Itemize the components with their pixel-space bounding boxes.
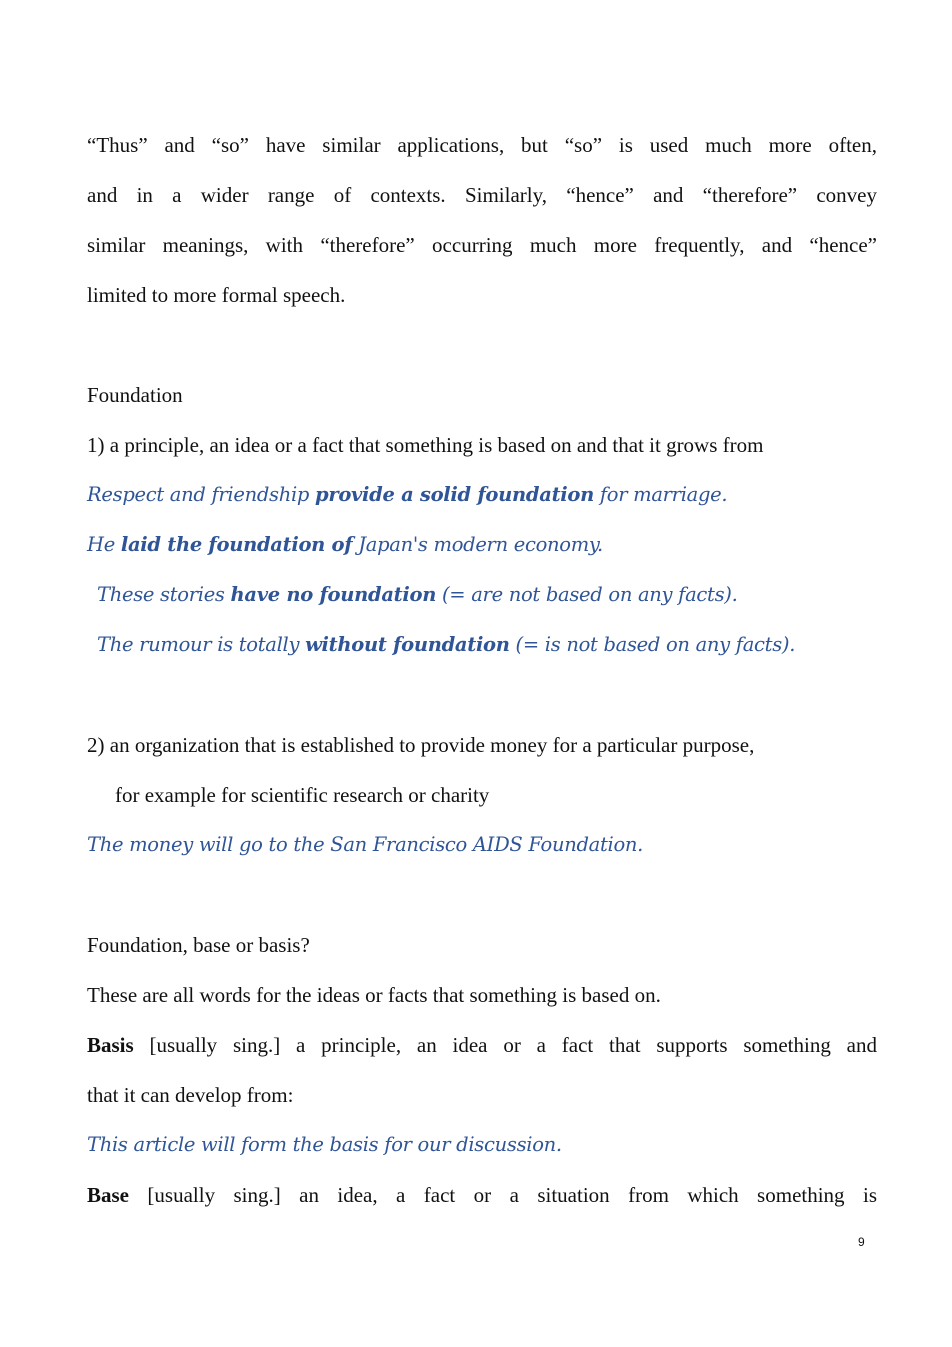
page-number: 9 xyxy=(858,1235,865,1249)
example-sentence xyxy=(87,520,877,570)
example-sentence xyxy=(87,470,877,520)
basis-term: Basis xyxy=(87,1033,134,1057)
example-text: for marriage. xyxy=(593,483,728,506)
example-text: Japan's modern economy. xyxy=(352,533,603,556)
example-text: (= is not based on any facts). xyxy=(509,633,796,656)
foundation-heading: Foundation xyxy=(87,383,183,407)
intro-line-1: “Thus” and “so” have similar applications, but “so” is used much more often, xyxy=(87,133,877,157)
sense-2-definition: 2) an organization that is established to provide money for a particular purpose, xyxy=(87,733,755,757)
example-collocation: provide a solid foundation xyxy=(315,483,594,506)
example-collocation: without foundation xyxy=(305,633,510,656)
intro-line-4: limited to more formal speech. xyxy=(87,283,346,307)
example-sentence: This article will form the basis for our discussion. xyxy=(87,1133,562,1156)
basis-definition-text: [usually sing.] a principle, an idea or a fact that supports something and xyxy=(133,1033,877,1057)
intro-line-3: similar meanings, with “therefore” occurring much more frequently, and “hence” xyxy=(87,233,877,257)
basis-definition-continued: that it can develop from: xyxy=(87,1083,294,1107)
base-definition-text: [usually sing.] an idea, a fact or a situation from which something is xyxy=(129,1183,877,1207)
example-text: (= are not based on any facts). xyxy=(436,583,738,606)
example-text: Respect and friendship xyxy=(87,483,316,506)
sense-1-definition: 1) a principle, an idea or a fact that something is based on and that it grows from xyxy=(87,433,764,457)
example-collocation: laid the foundation of xyxy=(120,533,353,556)
example-sentence xyxy=(87,570,877,620)
spacer xyxy=(87,320,877,370)
example-sentence: The money will go to the San Francisco AIDS Foundation. xyxy=(87,833,644,856)
base-term: Base xyxy=(87,1183,129,1207)
sense-2-definition-continued: for example for scientific research or charity xyxy=(115,783,490,807)
spacer xyxy=(87,670,877,720)
intro-line-2: and in a wider range of contexts. Similarly, “hence” and “therefore” convey xyxy=(87,183,877,207)
comparison-intro: These are all words for the ideas or facts that something is based on. xyxy=(87,983,661,1007)
example-text: He xyxy=(87,533,121,556)
comparison-heading: Foundation, base or basis? xyxy=(87,933,310,957)
base-definition xyxy=(87,1170,877,1220)
basis-definition xyxy=(87,1020,877,1070)
example-text: These stories xyxy=(97,583,231,606)
example-collocation: have no foundation xyxy=(230,583,437,606)
spacer xyxy=(87,870,877,920)
document-page xyxy=(87,120,877,1220)
example-text: The rumour is totally xyxy=(97,633,306,656)
example-sentence xyxy=(87,620,877,670)
